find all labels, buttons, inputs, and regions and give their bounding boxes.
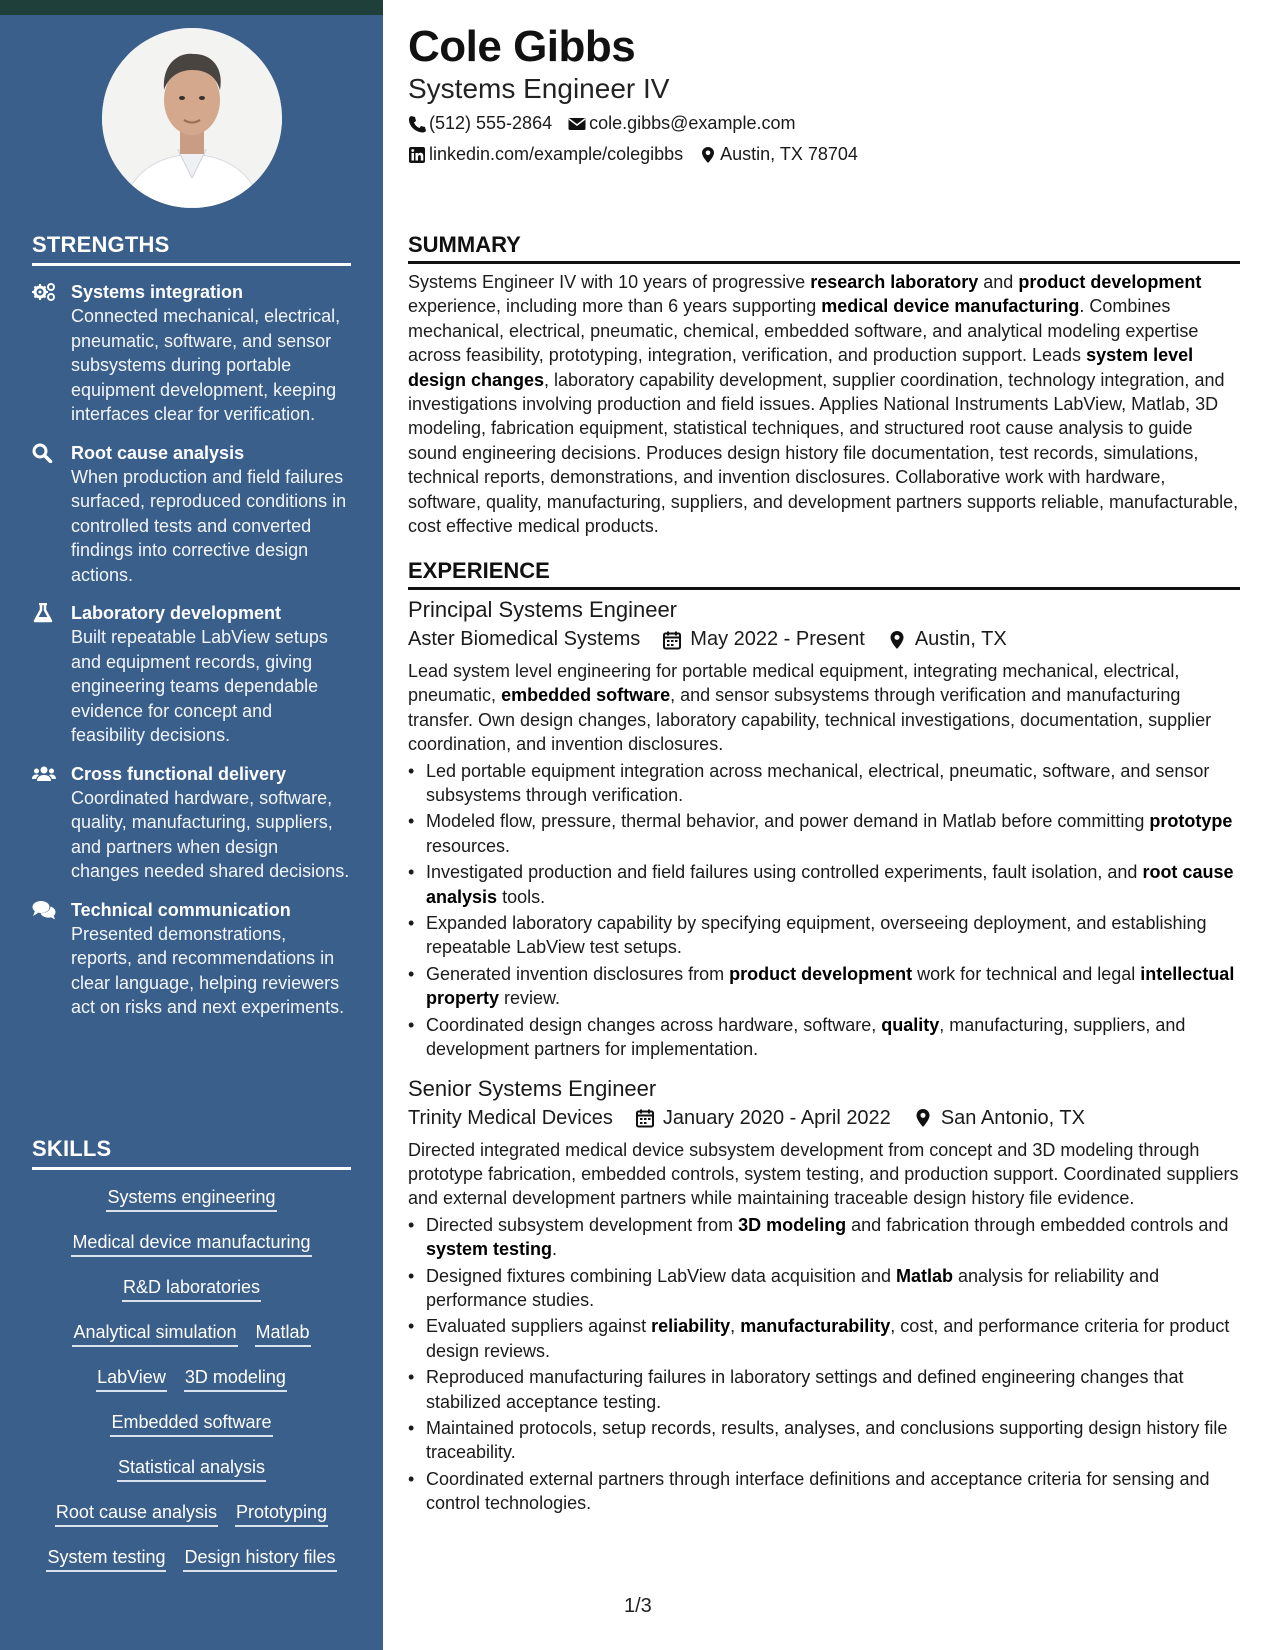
bold-keyword: root cause analysis: [426, 862, 1234, 907]
bold-keyword: manufacturability: [740, 1316, 891, 1337]
bold-keyword: embedded software: [501, 685, 671, 706]
job-title: Principal Systems Engineer: [408, 597, 678, 622]
list-item: [408, 1314, 1240, 1363]
map-marker-icon: [913, 1108, 933, 1128]
strength-desc: When production and field failures surfaced, reproduced conditions in controlled tests and converted findings into corrective design actions.: [71, 466, 347, 585]
bold-keyword: Matlab: [895, 1265, 953, 1286]
text-segment: Designed fixtures combining LabView data acquisition and: [426, 1265, 896, 1286]
job-dates: January 2020 - April 2022: [662, 1106, 891, 1129]
skill-tag: Statistical analysis: [117, 1454, 266, 1482]
contact-location: [699, 144, 858, 165]
phone-icon: [408, 115, 426, 133]
list-item: [408, 860, 1240, 909]
text-segment: Generated invention disclosures from: [426, 963, 730, 984]
envelope-icon: [568, 115, 586, 133]
text-segment: Evaluated suppliers against: [426, 1316, 652, 1337]
list-item: [408, 1467, 1240, 1516]
flask-icon: [32, 603, 56, 623]
skills-heading: SKILLS: [32, 1136, 351, 1170]
sidebar: [0, 0, 383, 1650]
page-number: 1/3: [624, 1595, 652, 1617]
strength-desc: Connected mechanical, electrical, pneumatic, software, and sensor subsystems during portable equipment development, keeping interfaces clear for verification.: [71, 306, 341, 424]
text-segment: Investigated production and field failures using controlled experiments, fault isolation, and: [426, 862, 1143, 883]
calendar-icon: [662, 630, 682, 650]
list-item: [408, 1365, 1240, 1414]
text-segment: Lead system level engineering for portable medical equipment, integrating mechanical, electrical, pneumatic,: [408, 661, 1180, 706]
bold-keyword: intellectual property: [426, 963, 1235, 1009]
text-segment: Directed integrated medical device subsystem development from concept and 3D modeling through prototype fabrication, embedded controls, system testing, and production support. Coordinated suppliers and external development partners while maintaining traceable design history file evidence.: [408, 1139, 1239, 1209]
list-item: [408, 1264, 1240, 1313]
skill-tag: Systems engineering: [106, 1184, 276, 1212]
company-name: Aster Biomedical Systems: [408, 628, 641, 650]
search-icon: [32, 443, 56, 463]
text-segment: and fabrication through embedded controls and: [846, 1214, 1229, 1235]
text-segment: , laboratory capability development, supplier coordination, technology integration, and investigations involving production and field issues. Applies National Instruments LabView, Matlab, 3D modeling, fabrication equipment, statistical techniques, and structured root cause analysis to guide sound engineering decisions. Produces design history file documentation, test records, simulations, technical reports, demonstrations, and invention disclosures. Collaborative work with hardware, software, quality, manufacturing, suppliers, and development partners supports reliable, manufacturable, cost effective medical products.: [408, 369, 1239, 537]
summary-heading: SUMMARY: [408, 232, 1240, 264]
strength-desc: Built repeatable LabView setups and equipment records, giving engineering teams dependable evidence for concept and feasibility decisions.: [71, 627, 328, 745]
linkedin-url[interactable]: linkedin.com/example/colegibbs: [429, 144, 684, 164]
skill-tag: Design history files: [183, 1544, 336, 1572]
text-segment: Expanded laboratory capability by specifying equipment, overseeing deployment, and establishing repeatable LabView test setups.: [426, 913, 1207, 958]
jobs-list: [408, 597, 1240, 1516]
sidebar-accent-bar: [0, 0, 383, 15]
email-address[interactable]: cole.gibbs@example.com: [589, 113, 796, 133]
skill-row: [32, 1274, 351, 1319]
bold-keyword: medical device manufacturing: [821, 296, 1080, 317]
text-segment: . Combines mechanical, electrical, pneumatic, chemical, embedded software, and analytical modeling expertise across feasibility, prototyping, integration, verification, and production support. Leads: [408, 296, 1199, 366]
strength-desc: Presented demonstrations, reports, and recommendations in clear language, helping reviewers act on risks and next experiments.: [71, 923, 345, 1017]
text-segment: , manufacturing, suppliers, and development partners for implementation.: [426, 1014, 1186, 1060]
linkedin-icon: [408, 146, 426, 164]
text-segment: work for technical and legal: [912, 963, 1141, 984]
list-item: [408, 759, 1240, 808]
skill-row: [32, 1184, 351, 1229]
strength-desc: Coordinated hardware, software, quality, manufacturing, suppliers, and partners when design changes needed shared decisions.: [71, 787, 350, 881]
bold-keyword: research laboratory: [810, 272, 979, 292]
summary-text: [408, 270, 1240, 538]
contact-row-2: [408, 144, 858, 165]
text-segment: , and sensor subsystems through verification and manufacturing transfer. Own design changes, laboratory capability, technical investigations, documentation, supplier coordination, and invention disclosures.: [408, 685, 1212, 755]
text-segment: tools.: [497, 886, 546, 907]
skill-row: [32, 1319, 351, 1364]
text-segment: ,: [730, 1316, 741, 1337]
candidate-name: Cole Gibbs: [408, 22, 636, 71]
phone-number: (512) 555-2864: [429, 113, 553, 133]
list-item: [408, 1013, 1240, 1062]
skill-tag: Embedded software: [110, 1409, 272, 1437]
job-entry: [408, 597, 1240, 1062]
text-segment: Maintained protocols, setup records, results, analyses, and conclusions supporting design history file traceability.: [426, 1417, 1228, 1463]
text-segment: .: [552, 1239, 558, 1260]
skill-tag: Prototyping: [235, 1499, 328, 1527]
comments-icon: [32, 900, 56, 920]
job-meta: [408, 1107, 1240, 1130]
bold-keyword: product development: [729, 963, 913, 984]
skill-tag: Matlab: [255, 1319, 311, 1347]
skill-tag: 3D modeling: [184, 1364, 287, 1392]
map-marker-icon: [699, 146, 717, 164]
job-bullets: [408, 759, 1240, 1062]
text-segment: , cost, and performance criteria for product design reviews.: [426, 1316, 1230, 1361]
skill-row: [32, 1544, 351, 1589]
skills-list: [32, 1184, 351, 1589]
strength-item: [32, 601, 351, 748]
skill-row: [32, 1229, 351, 1274]
bold-keyword: reliability: [651, 1316, 731, 1337]
skill-row: [32, 1409, 351, 1454]
text-segment: and: [978, 272, 1019, 292]
strengths-heading: STRENGTHS: [32, 232, 351, 266]
strengths-section: [32, 232, 351, 1020]
text-segment: Modeled flow, pressure, thermal behavior, and power demand in Matlab before committing: [426, 811, 1150, 832]
bold-keyword: 3D modeling: [738, 1214, 847, 1235]
job-title: Senior Systems Engineer: [408, 1075, 657, 1101]
job-location: Austin, TX: [914, 628, 1007, 650]
skill-tag: Medical device manufacturing: [71, 1229, 311, 1257]
skill-row: [32, 1499, 351, 1544]
skill-tag: R&D laboratories: [122, 1274, 261, 1302]
bold-keyword: system testing: [426, 1239, 553, 1260]
strength-title: Systems integration: [71, 282, 244, 302]
bold-keyword: system level design changes: [408, 345, 1194, 390]
contact-row: [408, 113, 795, 134]
text-segment: Directed subsystem development from: [426, 1214, 739, 1235]
strength-title: Laboratory development: [71, 603, 282, 623]
text-segment: review.: [499, 988, 561, 1009]
job-bullets: [408, 1213, 1240, 1516]
list-item: [408, 809, 1240, 858]
job-dates: May 2022 - Present: [690, 628, 865, 650]
gears-icon: [32, 282, 56, 302]
text-segment: Coordinated design changes across hardware, software,: [426, 1014, 882, 1035]
company-name: Trinity Medical Devices: [408, 1106, 613, 1129]
users-icon: [32, 764, 56, 784]
text-segment: Led portable equipment integration across mechanical, electrical, pneumatic, software, and sensor subsystems through verification.: [426, 760, 1210, 806]
strength-title: Cross functional delivery: [71, 763, 287, 784]
contact-linkedin[interactable]: [408, 144, 683, 165]
text-segment: experience, including more than 6 years supporting: [408, 296, 822, 317]
bold-keyword: product development: [1018, 272, 1202, 292]
skill-row: [32, 1364, 351, 1409]
text-segment: resources.: [426, 835, 511, 856]
calendar-icon: [635, 1108, 655, 1128]
job-summary: [408, 659, 1240, 757]
avatar: [102, 28, 282, 208]
strength-item: [32, 280, 351, 427]
skill-tag: System testing: [46, 1544, 166, 1572]
skill-tag: Analytical simulation: [72, 1319, 237, 1347]
skills-section: [32, 1136, 351, 1589]
list-item: [408, 911, 1240, 960]
job-location: San Antonio, TX: [940, 1106, 1085, 1129]
strength-item: [32, 762, 351, 884]
candidate-title: Systems Engineer IV: [408, 73, 670, 104]
bold-keyword: prototype: [1149, 811, 1233, 832]
job-entry: [408, 1076, 1240, 1516]
skill-tag: LabView: [96, 1364, 167, 1392]
text-segment: Systems Engineer IV with 10 years of progressive: [408, 272, 811, 292]
strength-title: Root cause analysis: [71, 442, 245, 463]
list-item: [408, 1416, 1240, 1465]
map-marker-icon: [887, 630, 907, 650]
skill-tag: Root cause analysis: [55, 1499, 218, 1527]
text-segment: analysis for reliability and performance studies.: [426, 1265, 1160, 1310]
text-segment: Reproduced manufacturing failures in laboratory settings and defined engineering changes that stabilized acceptance testing.: [426, 1367, 1184, 1412]
list-item: [408, 962, 1240, 1011]
contact-email[interactable]: [568, 113, 795, 134]
bold-keyword: quality: [881, 1014, 940, 1035]
strength-title: Technical communication: [71, 899, 291, 920]
skill-row: [32, 1454, 351, 1499]
text-segment: Coordinated external partners through interface definitions and acceptance criteria for sensing and control technologies.: [426, 1468, 1210, 1514]
strength-item: [32, 441, 351, 588]
summary-section: [408, 232, 1240, 538]
experience-heading: EXPERIENCE: [408, 558, 1240, 590]
location-text: Austin, TX 78704: [720, 144, 858, 164]
strength-item: [32, 898, 351, 1020]
job-meta: [408, 628, 1240, 651]
list-item: [408, 1213, 1240, 1262]
contact-phone: [408, 113, 552, 134]
job-summary: [408, 1138, 1240, 1211]
experience-section: [408, 558, 1240, 1518]
